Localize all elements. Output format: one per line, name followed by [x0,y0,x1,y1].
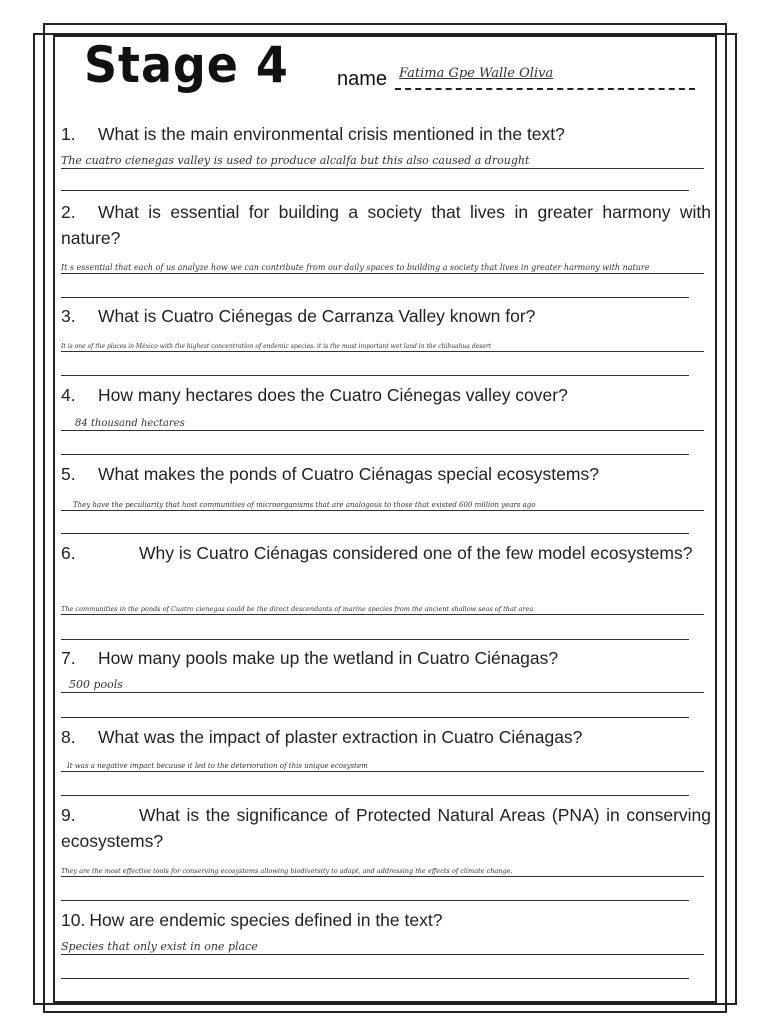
question-text: What is Cuatro Ciénegas de Carranza Valley known for? [98,306,536,326]
answer-8[interactable] [61,753,704,772]
answer-5[interactable] [61,492,704,511]
answer-line [61,375,689,376]
question-10 [61,907,711,933]
question-text: What is essential for building a society that lives in greater harmony with nature? [61,202,711,248]
question-7 [61,645,711,671]
answer-line [61,900,689,901]
question-text: How many pools make up the wetland in Cuatro Ciénagas? [98,648,559,668]
name-label: name [337,68,388,90]
answer-text: The communities in the ponds of Cuatro cienegas could be the direct descendants of marine species from the ancient shallow seas of that area [61,605,534,613]
question-text: How many hectares does the Cuatro Ciénegas valley cover? [98,385,568,405]
answer-text: It is one of the places in México with the highest concentration of endemic species. it is the most important wet land in the chihuahua desert [61,343,492,350]
name-underline [395,88,695,90]
question-number: 1. [61,124,76,144]
question-number: 9. [61,805,76,825]
answer-text: It was a negative impact because it led to the deterioration of this unique ecosystem [67,762,368,770]
answer-9[interactable] [61,858,704,877]
question-number: 7. [61,648,76,668]
answer-line [61,454,689,455]
answer-line [61,717,689,718]
answer-6[interactable] [61,596,704,615]
answer-10[interactable] [61,936,704,955]
answer-line [61,978,689,979]
question-2 [61,199,711,251]
answer-text: 84 thousand hectares [75,418,185,429]
answer-line [61,639,689,640]
answer-4[interactable] [61,412,704,431]
question-9 [61,802,711,854]
question-number: 3. [61,306,76,326]
answer-text: Species that only exist in one place [61,940,258,953]
answer-line [61,297,689,298]
answer-text: 500 pools [69,678,123,691]
question-text: Why is Cuatro Ciénagas considered one of the few model ecosystems? [139,543,693,563]
answer-line [61,190,689,191]
question-6 [61,540,711,566]
answer-2[interactable] [61,255,704,274]
question-number: 6. [61,543,76,563]
answer-1[interactable] [61,150,704,169]
question-number: 5. [61,464,76,484]
answer-line [61,533,689,534]
question-text: What is the main environmental crisis mentioned in the text? [98,124,565,144]
question-text: What is the significance of Protected Natural Areas (PNA) in conserving ecosystems? [61,805,711,851]
question-number: 10. [61,910,86,930]
answer-text: They have the peculiarity that host communities of microorganisms that are analogous to those that existed 600 million years ago [73,501,536,509]
question-number: 4. [61,385,76,405]
answer-text: The cuatro cienegas valley is used to produce alcalfa but this also caused a drought [61,154,530,167]
answer-text: It s essential that each of us analyze how we can contribute from our daily spaces to building a society that lives in greater harmony with nature [61,263,650,272]
question-4 [61,382,711,408]
answer-3[interactable] [61,333,704,352]
page-title: Stage 4 [84,36,289,94]
answer-text: They are the most effective tools for conserving ecosystems allowing biodiversity to adapt, and addressing the effects of climate change. [61,867,513,875]
name-value[interactable]: Fatima Gpe Walle Oliva [399,66,554,81]
question-number: 8. [61,727,76,747]
name-field[interactable] [337,64,697,94]
question-text: What makes the ponds of Cuatro Ciénagas special ecosystems? [98,464,599,484]
question-number: 2. [61,202,76,222]
answer-7[interactable] [61,674,704,693]
question-5 [61,461,711,487]
question-text: What was the impact of plaster extraction in Cuatro Ciénagas? [98,727,583,747]
question-8 [61,724,711,750]
question-3 [61,303,711,329]
answer-line [61,795,689,796]
question-text: How are endemic species defined in the text? [89,910,443,930]
question-1 [61,121,711,147]
